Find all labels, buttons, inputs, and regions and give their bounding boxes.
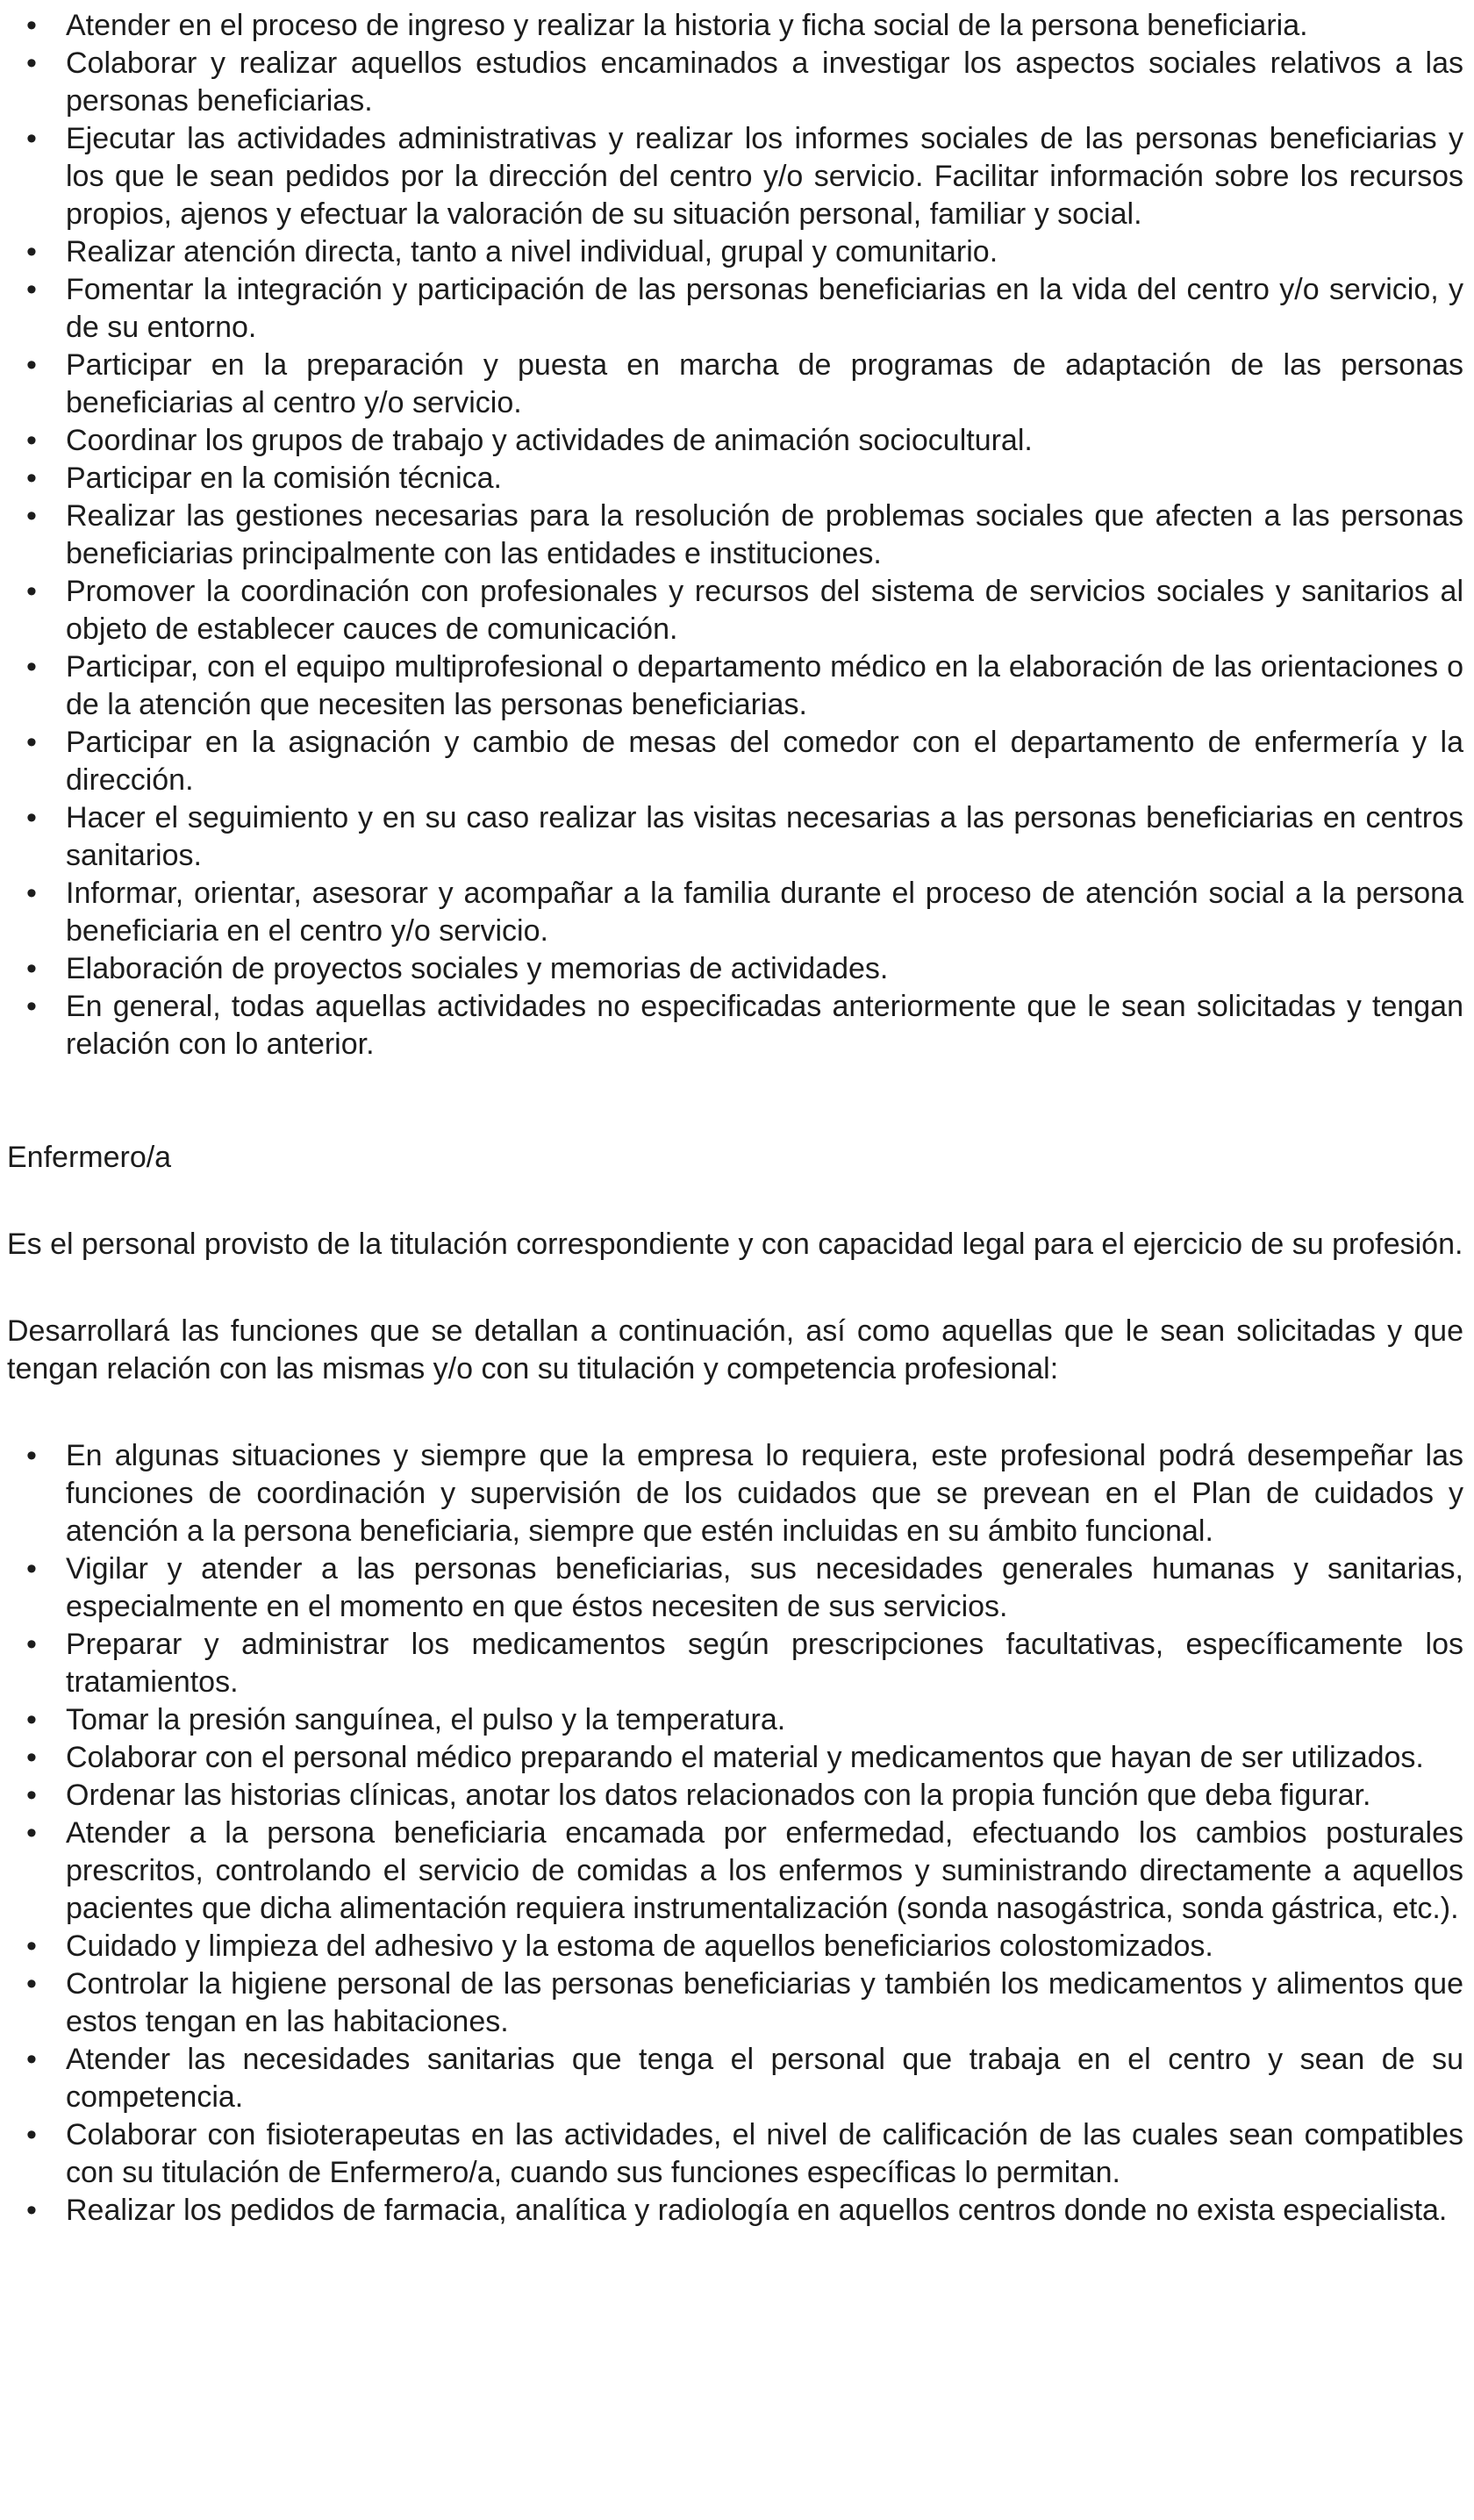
- list-item: [7, 271, 1463, 347]
- bullet-marker: •: [26, 1741, 37, 1774]
- bullet-marker: •: [26, 1816, 37, 1850]
- bullet-marker: •: [26, 2043, 37, 2076]
- bullet-marker: •: [26, 9, 37, 42]
- list-item-text: Participar en la asignación y cambio de mesas del comedor con el departamento de enfermería y la dirección.: [66, 726, 1463, 797]
- list-item: [7, 1550, 1463, 1626]
- list-item: [7, 460, 1463, 498]
- nurse-functions-list: [7, 1437, 1463, 2230]
- list-item-text: Informar, orientar, asesorar y acompañar a la familia durante el proceso de atención social a la persona beneficiaria en el centro y/o servicio.: [66, 877, 1463, 948]
- bullet-marker: •: [26, 2118, 37, 2151]
- list-item-text: Realizar atención directa, tanto a nivel individual, grupal y comunitario.: [66, 235, 998, 268]
- list-item: [7, 648, 1463, 724]
- bullet-marker: •: [26, 499, 37, 533]
- bullet-marker: •: [26, 1439, 37, 1472]
- list-item: [7, 573, 1463, 648]
- list-item-text: Fomentar la integración y participación de las personas beneficiarias en la vida del centro y/o servicio, y de su entorno.: [66, 273, 1463, 344]
- list-item: [7, 7, 1463, 45]
- list-item: [7, 2192, 1463, 2230]
- bullet-marker: •: [26, 650, 37, 684]
- bullet-marker: •: [26, 47, 37, 80]
- bullet-marker: •: [26, 1929, 37, 1963]
- list-item-text: Preparar y administrar los medicamentos según prescripciones facultativas, específicamente los tratamientos.: [66, 1628, 1463, 1699]
- list-item: [7, 724, 1463, 799]
- list-item-text: Elaboración de proyectos sociales y memorias de actividades.: [66, 952, 889, 985]
- bullet-marker: •: [26, 1967, 37, 2001]
- list-item: [7, 1701, 1463, 1739]
- list-item: [7, 2041, 1463, 2116]
- bullet-marker: •: [26, 2194, 37, 2227]
- list-item: [7, 1965, 1463, 2041]
- list-item-text: Realizar los pedidos de farmacia, analítica y radiología en aquellos centros donde no exista especialista.: [66, 2194, 1448, 2227]
- bullet-marker: •: [26, 952, 37, 985]
- list-item-text: Atender en el proceso de ingreso y realizar la historia y ficha social de la persona beneficiaria.: [66, 9, 1308, 42]
- list-item: [7, 1777, 1463, 1815]
- list-item-text: Realizar las gestiones necesarias para la resolución de problemas sociales que afecten a las personas beneficiarias principalmente con las entidades e instituciones.: [66, 499, 1463, 570]
- list-item-text: Tomar la presión sanguínea, el pulso y la temperatura.: [66, 1703, 786, 1736]
- bullet-marker: •: [26, 1552, 37, 1586]
- list-item-text: Colaborar con el personal médico preparando el material y medicamentos que hayan de ser utilizados.: [66, 1741, 1424, 1774]
- list-item-text: Controlar la higiene personal de las personas beneficiarias y también los medicamentos y alimentos que estos tengan en las habitaciones.: [66, 1967, 1463, 2038]
- list-item-text: Colaborar con fisioterapeutas en las actividades, el nivel de calificación de las cuales sean compatibles con su titulación de Enfermero/a, cuando sus funciones específicas lo permitan.: [66, 2118, 1463, 2189]
- list-item-text: Hacer el seguimiento y en su caso realizar las visitas necesarias a las personas beneficiarias en centros sanitarios.: [66, 801, 1463, 872]
- list-item: [7, 1815, 1463, 1928]
- bullet-marker: •: [26, 1628, 37, 1661]
- bullet-marker: •: [26, 424, 37, 457]
- list-item-text: Ordenar las historias clínicas, anotar los datos relacionados con la propia función que deba figurar.: [66, 1779, 1371, 1812]
- list-item-text: Participar, con el equipo multiprofesional o departamento médico en la elaboración de las orientaciones o de la atención que necesiten las personas beneficiarias.: [66, 650, 1463, 721]
- list-item-text: Participar en la preparación y puesta en marcha de programas de adaptación de las personas beneficiarias al centro y/o servicio.: [66, 348, 1463, 419]
- list-item-text: Vigilar y atender a las personas beneficiarias, sus necesidades generales humanas y sanitarias, especialmente en el momento en que éstos necesiten de sus servicios.: [66, 1552, 1463, 1623]
- list-item-text: En general, todas aquellas actividades no especificadas anteriormente que le sean solicitadas y tengan relación con lo anterior.: [66, 990, 1463, 1061]
- bullet-marker: •: [26, 122, 37, 155]
- paragraph-definition: Es el personal provisto de la titulación correspondiente y con capacidad legal para el ejercicio de su profesión.: [7, 1228, 1463, 1261]
- list-item: [7, 875, 1463, 950]
- list-item-text: Atender a la persona beneficiaria encamada por enfermedad, efectuando los cambios posturales prescritos, controlando el servicio de comidas a los enfermos y suministrando directamente a aquellos pacientes que dicha alimentación requiera instrumentalización (sonda nasogástrica, sonda gástrica, etc.).: [66, 1816, 1463, 1925]
- paragraph-intro-functions: Desarrollará las funciones que se detallan a continuación, así como aquellas que le sean solicitadas y que tengan relación con las mismas y/o con su titulación y competencia profesional:: [7, 1314, 1463, 1385]
- list-item: [7, 799, 1463, 875]
- list-item-text: Cuidado y limpieza del adhesivo y la estoma de aquellos beneficiarios colostomizados.: [66, 1929, 1213, 1963]
- list-item-text: Atender las necesidades sanitarias que tenga el personal que trabaja en el centro y sean de su competencia.: [66, 2043, 1463, 2114]
- list-item: [7, 1928, 1463, 1965]
- list-item-text: En algunas situaciones y siempre que la empresa lo requiera, este profesional podrá desempeñar las funciones de coordinación y supervisión de los cuidados que se prevean en el Plan de cuidados y atención a la persona beneficiaria, siempre que estén incluidas en su ámbito funcional.: [66, 1439, 1463, 1548]
- bullet-marker: •: [26, 1779, 37, 1812]
- bullet-marker: •: [26, 235, 37, 268]
- social-worker-functions-list: [7, 7, 1463, 1063]
- bullet-marker: •: [26, 462, 37, 495]
- bullet-marker: •: [26, 575, 37, 608]
- list-item: [7, 347, 1463, 422]
- list-item-text: Colaborar y realizar aquellos estudios encaminados a investigar los aspectos sociales relativos a las personas beneficiarias.: [66, 47, 1463, 118]
- list-item: [7, 2116, 1463, 2192]
- bullet-marker: •: [26, 877, 37, 910]
- bullet-marker: •: [26, 1703, 37, 1736]
- list-item: [7, 498, 1463, 573]
- bullet-marker: •: [26, 273, 37, 306]
- list-item-text: Participar en la comisión técnica.: [66, 462, 503, 495]
- bullet-marker: •: [26, 348, 37, 382]
- list-item-text: Ejecutar las actividades administrativas y realizar los informes sociales de las personas beneficiarias y los que le sean pedidos por la dirección del centro y/o servicio. Facilitar información sobre los recursos propios, ajenos y efectuar la valoración de su situación personal, familiar y social.: [66, 122, 1463, 231]
- list-item: [7, 988, 1463, 1063]
- list-item-text: Coordinar los grupos de trabajo y actividades de animación sociocultural.: [66, 424, 1033, 457]
- list-item: [7, 422, 1463, 460]
- list-item: [7, 45, 1463, 120]
- list-item: [7, 120, 1463, 233]
- list-item: [7, 1437, 1463, 1550]
- list-item: [7, 1626, 1463, 1701]
- section-heading-enfermero: Enfermero/a: [7, 1141, 172, 1174]
- list-item: [7, 1739, 1463, 1777]
- bullet-marker: •: [26, 801, 37, 834]
- list-item: [7, 950, 1463, 988]
- bullet-marker: •: [26, 726, 37, 759]
- list-item: [7, 233, 1463, 271]
- bullet-marker: •: [26, 990, 37, 1023]
- list-item-text: Promover la coordinación con profesionales y recursos del sistema de servicios sociales y sanitarios al objeto de establecer cauces de comunicación.: [66, 575, 1463, 646]
